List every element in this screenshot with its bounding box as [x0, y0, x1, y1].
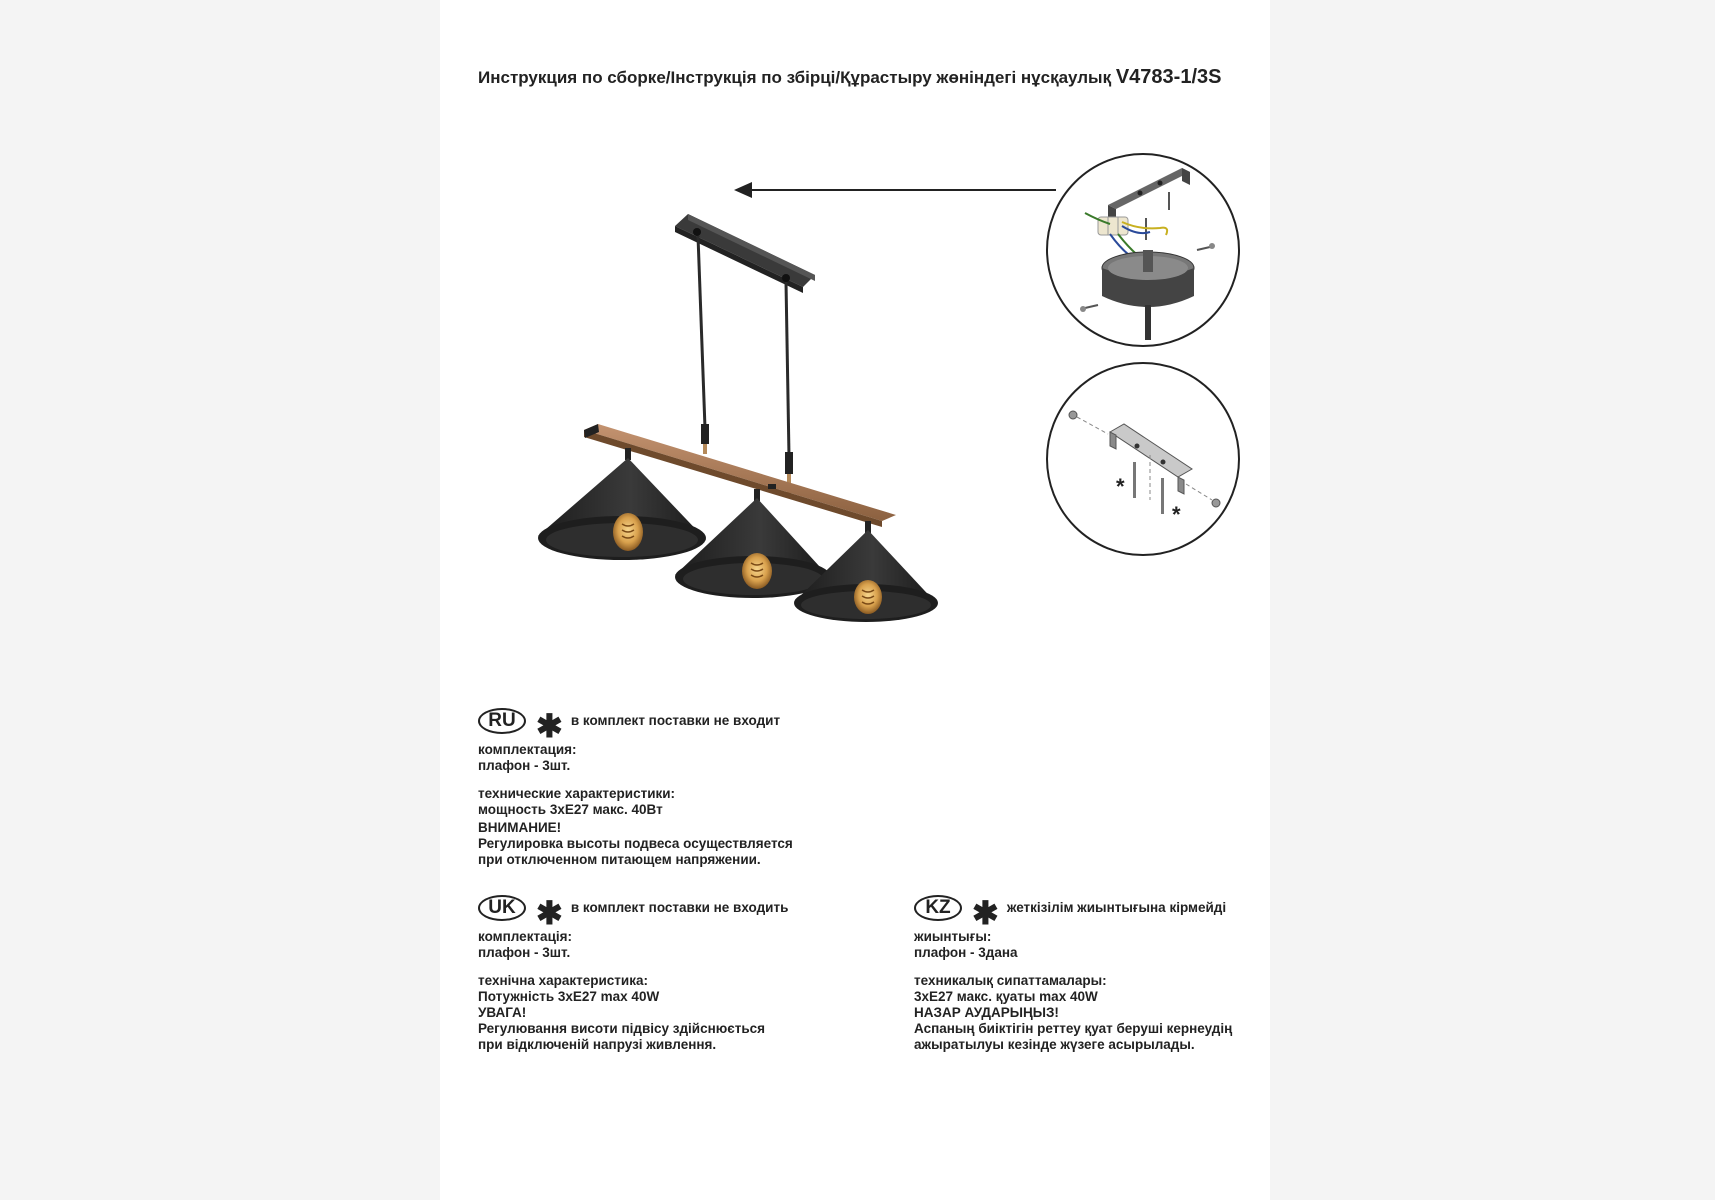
kit-value: плафон - 3шт. [478, 758, 571, 773]
title-main: Инструкция по сборке/Інструкція по збірці/Құрастыру жөніндегі нұсқаулық [478, 68, 1112, 87]
warning-text-line2: при відключеній напрузі живлення. [478, 1037, 717, 1052]
spec-value: мощность 3хЕ27 макс. 40Вт [478, 802, 663, 817]
ceiling-canopy [675, 214, 815, 293]
model-number: V4783-1/3S [1115, 66, 1222, 88]
uk-section [478, 893, 788, 1053]
not-included-note: в комплект поставки не входить [570, 900, 789, 915]
warning-text-line2: при отключенном питающем напряжении. [478, 852, 761, 867]
spec-value: 3хЕ27 макс. қуаты max 40W [914, 989, 1098, 1004]
asterisk-icon: ✱ [536, 708, 563, 744]
warning-text-line1: Аспаның биіктігін реттеу қуат беруші кернеудің [914, 1021, 1233, 1036]
kit-value: плафон - 3шт. [478, 945, 571, 960]
asterisk-icon: ✱ [972, 895, 999, 931]
kit-label: жиынтығы: [914, 929, 992, 944]
kit-label: комплектація: [478, 929, 572, 944]
language-badge-kz: KZ [914, 895, 962, 921]
language-badge-ru: RU [478, 708, 526, 734]
warning-label: НАЗАР АУДАРЫҢЫЗ! [914, 1005, 1059, 1020]
warning-label: УВАГА! [478, 1005, 527, 1020]
mounting-bracket-detail-icon [1047, 363, 1239, 555]
language-badge-uk: UK [478, 895, 526, 921]
warning-label: ВНИМАНИЕ! [478, 820, 562, 835]
spec-value: Потужність 3хЕ27 max 40W [478, 989, 660, 1004]
ru-section [478, 706, 793, 868]
warning-text-line1: Регулировка высоты подвеса осуществляется [478, 836, 793, 851]
warning-text-line1: Регулювання висоти підвісу здійснюється [478, 1021, 766, 1036]
kit-label: комплектация: [478, 742, 577, 757]
ceiling-mount-detail-icon [1047, 154, 1239, 346]
kz-section [914, 893, 1232, 1053]
arrow-left-icon [734, 182, 1056, 198]
not-included-note: жеткізілім жиынтығына кірмейді [1006, 900, 1227, 915]
asterisk-icon: ✱ [536, 895, 563, 931]
spec-label: технічна характеристика: [478, 973, 648, 988]
not-included-note: в комплект поставки не входит [570, 713, 781, 728]
svg-text:*: * [1116, 474, 1125, 499]
svg-text:*: * [1172, 502, 1181, 527]
warning-text-line2: ажыратылуы кезінде жүзеге асырылады. [914, 1037, 1195, 1052]
spec-label: технические характеристики: [478, 786, 676, 801]
spec-label: техникалық сипаттамалары: [914, 973, 1107, 988]
kit-value: плафон - 3дана [914, 945, 1018, 960]
